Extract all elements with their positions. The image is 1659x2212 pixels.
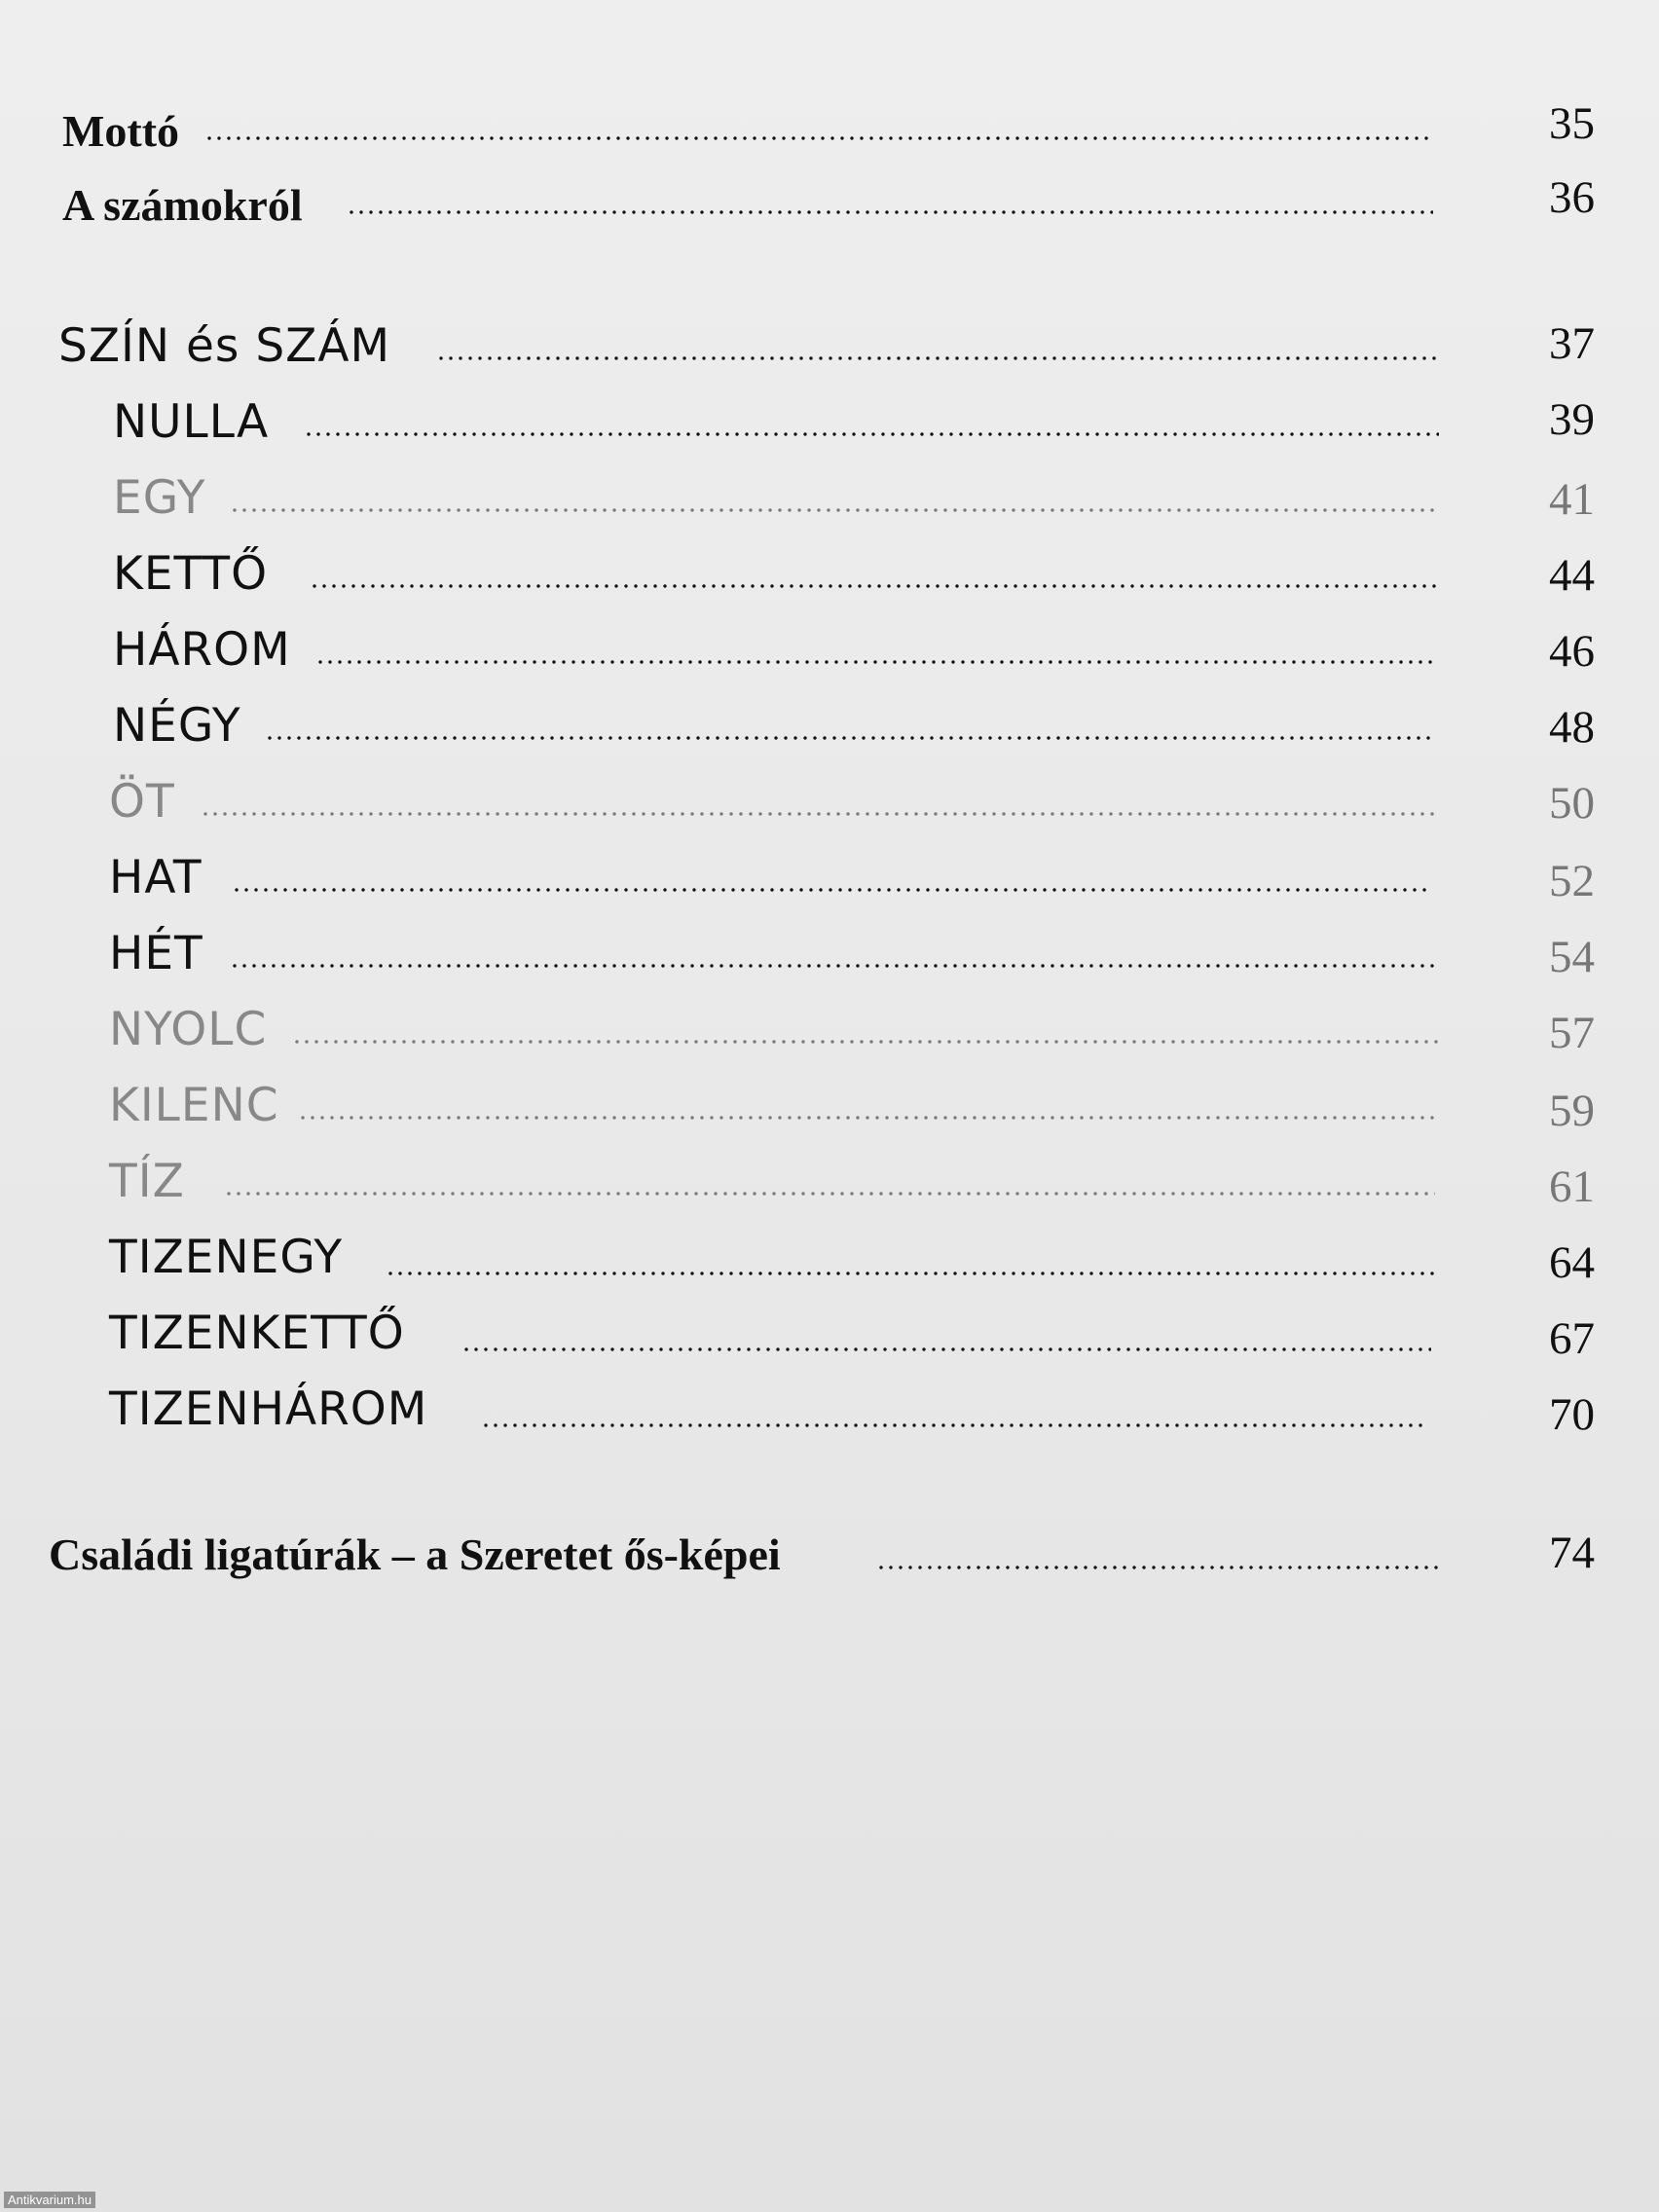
toc-entry [0, 1077, 1659, 1145]
toc-entry-page: 50 [1549, 778, 1595, 829]
toc-entry [0, 545, 1659, 613]
toc-entry-page: 35 [1549, 98, 1595, 149]
dot-leader [292, 1040, 1439, 1044]
toc-entry-page: 67 [1549, 1313, 1595, 1364]
toc-entry-label: Mottó [62, 106, 180, 156]
toc-entry-label: NÉGY [113, 699, 241, 753]
toc-entry-page: 74 [1549, 1528, 1595, 1578]
toc-entry-label: EGY [113, 471, 206, 525]
toc-entry-page: 44 [1549, 550, 1595, 601]
toc-entry-page: 64 [1549, 1237, 1595, 1288]
site-watermark: Antikvarium.hu [4, 2192, 95, 2208]
toc-entry [0, 1153, 1659, 1221]
toc-entry [0, 773, 1659, 841]
dot-leader [481, 1423, 1427, 1427]
toc-entry-label: ÖT [109, 775, 175, 829]
toc-entry-page: 41 [1549, 474, 1595, 525]
toc-entry-label: A számokról [62, 180, 303, 230]
toc-entry [0, 1229, 1659, 1297]
toc-entry [0, 171, 1659, 240]
toc-entry-label: KETTŐ [113, 547, 269, 601]
toc-entry [0, 1305, 1659, 1373]
toc-entry-label: HÉT [109, 927, 203, 980]
toc-entry [0, 697, 1659, 765]
dot-leader [224, 1192, 1435, 1196]
toc-entry-label: TIZENKETTŐ [109, 1307, 405, 1360]
dot-leader [315, 660, 1435, 664]
dot-leader [310, 584, 1439, 588]
toc-entry-page: 36 [1549, 172, 1595, 223]
toc-entry [0, 1523, 1659, 1591]
dot-leader [461, 1347, 1431, 1351]
toc-entry-label: TIZENHÁROM [109, 1382, 428, 1436]
dot-leader [230, 964, 1435, 968]
toc-entry-page: 57 [1549, 1008, 1595, 1058]
dot-leader [298, 1116, 1435, 1120]
toc-entry-label: TÍZ [109, 1155, 185, 1208]
toc-entry-page: 39 [1549, 394, 1595, 445]
toc-entry-page: 48 [1549, 702, 1595, 753]
toc-entry-label: NULLA [113, 395, 270, 449]
dot-leader [230, 508, 1439, 512]
toc-entry-label: Családi ligatúrák – a Szeretet ős-képei [49, 1530, 781, 1579]
toc-entry-page: 70 [1549, 1389, 1595, 1440]
toc-entry [0, 317, 1659, 386]
toc-entry-label: HAT [109, 851, 203, 904]
dot-leader [876, 1566, 1441, 1569]
toc-entry [0, 849, 1659, 917]
toc-entry-page: 37 [1549, 318, 1595, 369]
toc-entry-page: 59 [1549, 1086, 1595, 1136]
dot-leader [204, 136, 1433, 140]
toc-entry [0, 97, 1659, 166]
dot-leader [386, 1272, 1435, 1275]
dot-leader [265, 736, 1435, 740]
dot-leader [347, 210, 1433, 214]
toc-entry-label: TIZENEGY [109, 1231, 344, 1284]
toc-entry [0, 393, 1659, 461]
toc-entry-page: 54 [1549, 932, 1595, 982]
toc-entry [0, 1381, 1659, 1449]
toc-entry-label: KILENC [109, 1079, 279, 1132]
toc-entry-page: 52 [1549, 856, 1595, 906]
toc-entry-label: HÁROM [113, 623, 291, 677]
toc-entry [0, 469, 1659, 537]
dot-leader [201, 812, 1435, 816]
toc-entry-label: NYOLC [109, 1003, 268, 1056]
toc-entry-page: 61 [1549, 1161, 1595, 1212]
toc-entry [0, 621, 1659, 689]
dot-leader [232, 888, 1431, 892]
toc-entry-label: SZÍN és SZÁM [58, 319, 391, 373]
dot-leader [436, 356, 1439, 360]
toc-entry [0, 925, 1659, 993]
dot-leader [304, 432, 1439, 436]
toc-entry [0, 1001, 1659, 1069]
toc-entry-page: 46 [1549, 626, 1595, 677]
